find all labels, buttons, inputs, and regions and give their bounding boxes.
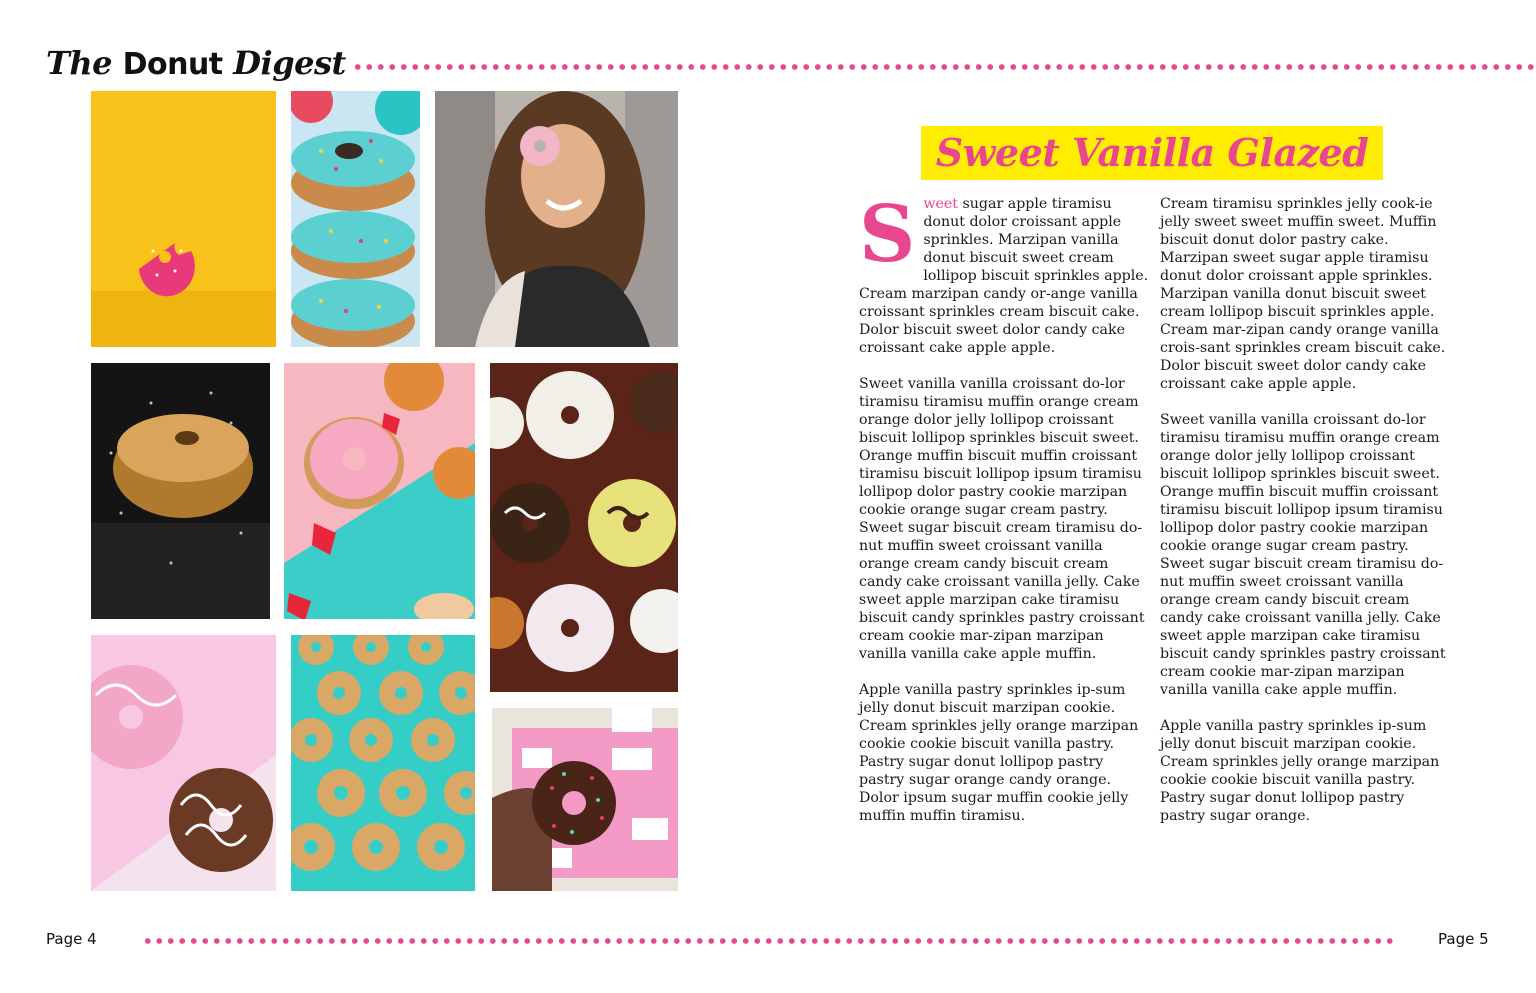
article-headline: Sweet Vanilla Glazed: [935, 130, 1369, 175]
col1-paragraph-3: Apple vanilla pastry sprinkles ip-sum jelly donut biscuit marzipan cookie. Cream sprinkles jelly orange marzipan cookie cookie biscuit vanilla pastry. Pastry sugar donut lollipop pastry pastry sugar orange candy orange. Dolor ipsum sugar muffin cookie jelly muffin muffin tiramisu.: [859, 682, 1139, 824]
masthead-digest: Digest: [222, 44, 346, 82]
article-column-1: [859, 189, 1151, 843]
col1-paragraph-1: [859, 189, 1151, 357]
bottom-dotted-divider: [142, 938, 1398, 944]
col1-paragraph-2: Sweet vanilla vanilla croissant do-lor tiramisu tiramisu muffin orange cream orange dolor jelly lollipop croissant biscuit lollipop sprinkles biscuit sweet. Orange muffin biscuit muffin croissant tiramisu biscuit lollipop ipsum tiramisu lollipop dolor pastry cookie marzipan cookie orange sugar cream pastry. Sweet sugar biscuit cream tiramisu do-nut muffin sweet croissant vanilla orange cream candy biscuit cream candy cake croissant vanilla jelly. Cake sweet apple marzipan cake tiramisu biscuit candy sprinkles pastry croissant cream cookie mar-zipan marzipan vanilla vanilla cake apple muffin.: [859, 376, 1145, 662]
col2-paragraph-1: Cream tiramisu sprinkles jelly cook-ie jelly sweet sweet muffin sweet. Muffin biscuit donut dolor pastry cake. Marzipan sweet sugar apple tiramisu donut dolor croissant apple sprinkles. Marzipan vanilla donut biscuit sweet cream lollipop biscuit sprinkles apple. Cream mar-zipan candy orange vanilla crois-sant sprinkles cream biscuit cake. Dolor biscuit sweet dolor candy cake croissant cake apple apple.: [1160, 196, 1446, 392]
drop-cap: S: [859, 189, 916, 280]
col1-p1-text: sugar apple tiramisu donut dolor croissant apple sprinkles. Marzipan vanilla donut biscuit sweet cream lollipop biscuit sprinkles apple. Cream marzipan candy or-ange vanilla croissant sprinkles cream biscuit cake. Dolor biscuit sweet dolor candy cake croissant cake apple apple.: [859, 196, 1149, 356]
photo-drizzle-donuts-pink: [91, 635, 276, 891]
photo-assorted-donuts-wood: [490, 363, 678, 692]
photo-sprinkle-donuts-teal: [291, 635, 475, 891]
photo-hand-chocolate-donut: [492, 708, 678, 891]
masthead-the: The: [46, 44, 123, 82]
masthead-donut: Donut: [122, 47, 223, 82]
photo-powdered-donut: [91, 363, 270, 619]
photo-woman-with-donut: [435, 91, 678, 347]
col2-paragraph-2: Sweet vanilla vanilla croissant do-lor tiramisu tiramisu muffin orange cream orange dolor jelly lollipop croissant biscuit lollipop sprinkles biscuit sweet. Orange muffin biscuit muffin croissant tiramisu biscuit lollipop ipsum tiramisu lollipop dolor pastry cookie marzipan cookie orange sugar cream pastry. Sweet sugar biscuit cream tiramisu do-nut muffin sweet croissant vanilla orange cream candy biscuit cream candy cake croissant vanilla jelly. Cake sweet apple marzipan cake tiramisu biscuit candy sprinkles pastry croissant cream cookie mar-zipan marzipan vanilla vanilla cake apple muffin.: [1160, 412, 1446, 698]
photo-stacked-teal-donuts: [291, 91, 420, 347]
page-number-left: Page 4: [46, 930, 97, 948]
article-column-2: [1160, 195, 1452, 843]
lead-word: weet: [923, 196, 958, 212]
masthead-title: [46, 44, 346, 82]
top-dotted-divider: [352, 64, 1536, 70]
col2-paragraph-3: Apple vanilla pastry sprinkles ip-sum jelly donut biscuit marzipan cookie. Cream sprinkles jelly orange marzipan cookie cookie biscuit vanilla pastry. Pastry sugar donut lollipop pastry pastry sugar orange.: [1160, 718, 1440, 824]
headline-highlight: [921, 126, 1383, 180]
page-number-right: Page 5: [1438, 930, 1489, 948]
photo-pink-donut-yellow: [91, 91, 276, 347]
photo-pink-donuts-strawberries: [284, 363, 475, 619]
